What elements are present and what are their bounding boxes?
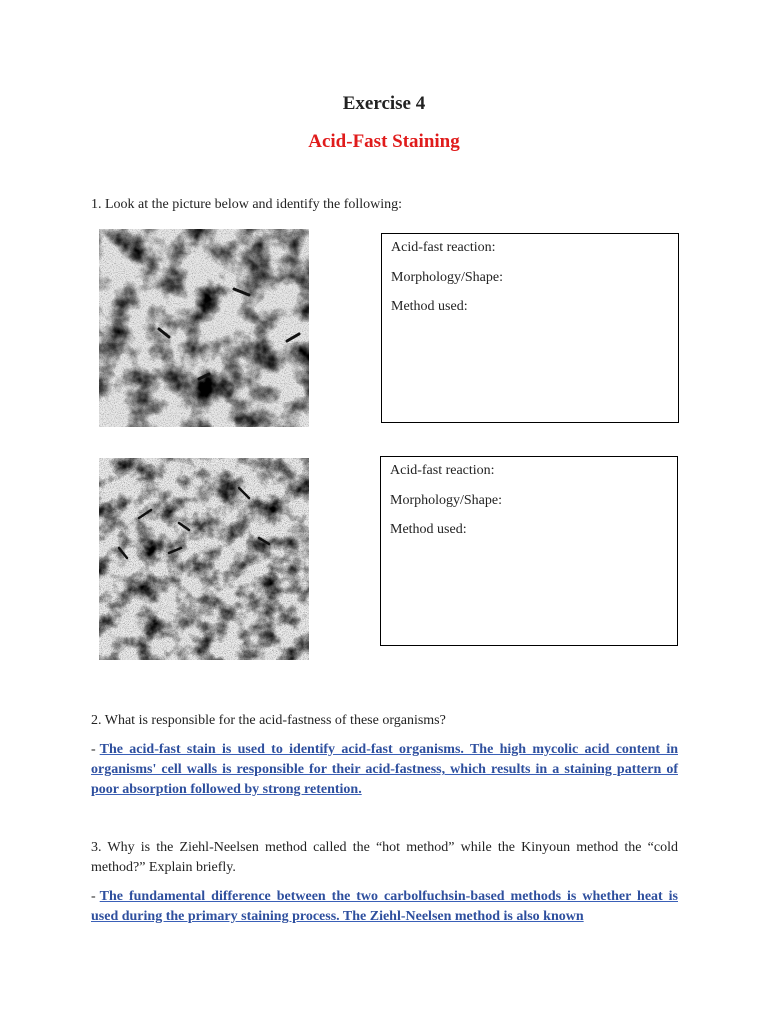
question-1: 1. Look at the picture below and identify the following: [91,197,403,212]
morphology-label: Morphology/Shape: [391,269,503,285]
acid-fast-reaction-label: Acid-fast reaction: [391,240,496,255]
answer-dash: - [91,742,96,757]
question-3: 3. Why is the Ziehl-Neelsen method called the “hot method” while the Kinyoun method the “cold method?” Explain briefly. [91,840,678,875]
answer-3-text: The fundamental difference between the two carbolfuchsin-based methods is whether heat is used during the primary staining process. The Ziehl-Neelsen method is also known [91,889,678,924]
method-used-label: Method used: [391,299,468,314]
micrograph-image-1 [99,229,309,427]
answer-3 [91,887,678,927]
page-title: Exercise 4 [342,93,426,114]
answer-dash: - [91,889,96,904]
identification-box-2[interactable] [380,456,678,646]
answer-2-text: The acid-fast stain is used to identify acid-fast organisms. The high mycolic acid content in organisms' cell walls is responsible for their acid-fastness, which results in a staining pattern of poor absorption followed by strong retention. [91,742,678,797]
page-subtitle: Acid-Fast Staining [308,131,460,152]
method-used-label: Method used: [390,522,467,537]
question-2: 2. What is responsible for the acid-fastness of these organisms? [91,713,446,728]
answer-2 [91,740,678,800]
micrograph-image-2 [99,458,309,660]
identification-box-1[interactable] [381,233,679,423]
acid-fast-reaction-label: Acid-fast reaction: [390,463,495,478]
morphology-label: Morphology/Shape: [390,492,502,508]
